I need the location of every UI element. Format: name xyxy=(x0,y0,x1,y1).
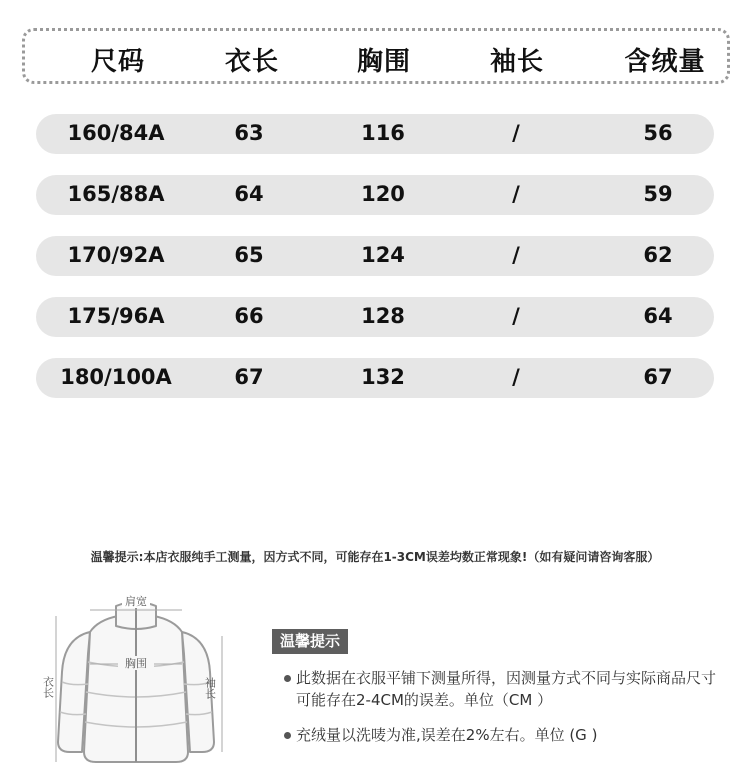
cell-sleeve: / xyxy=(512,243,520,267)
cell-sleeve: / xyxy=(512,304,520,328)
measurement-notice: 温馨提示:本店衣服纯手工测量，因方式不同，可能存在1-3CM误差均数正常现象!（如有疑问请咨询客服） xyxy=(90,550,660,564)
tip-item-text: 充绒量以洗唛为准,误差在2%左右。单位 (G ) xyxy=(296,726,598,744)
cell-size: 165/88A xyxy=(67,182,165,206)
cell-length: 66 xyxy=(234,304,264,328)
bullet-dot-icon xyxy=(284,732,291,739)
header-down-content: 含绒量 xyxy=(624,47,706,77)
cell-chest: 116 xyxy=(361,121,405,145)
cell-length: 65 xyxy=(234,243,264,267)
bullet-dot-icon xyxy=(284,675,291,682)
header-length: 衣长 xyxy=(224,47,280,77)
shoulder-width-label: 肩宽 xyxy=(125,595,147,608)
cell-length: 63 xyxy=(234,121,264,145)
cell-sleeve: / xyxy=(512,121,520,145)
table-row xyxy=(36,297,714,337)
cell-sleeve: / xyxy=(512,182,520,206)
header-chest: 胸围 xyxy=(356,47,412,77)
table-row xyxy=(36,114,714,154)
cell-size: 180/100A xyxy=(60,365,172,389)
sleeve-label: 袖长 xyxy=(203,677,217,699)
cell-chest: 124 xyxy=(361,243,405,267)
cell-down-content: 67 xyxy=(643,365,673,389)
cell-length: 64 xyxy=(234,182,264,206)
cell-chest: 120 xyxy=(361,182,405,206)
tip-item xyxy=(284,667,724,711)
cell-size: 170/92A xyxy=(67,243,165,267)
jacket-measurement-diagram xyxy=(38,592,234,772)
header-size: 尺码 xyxy=(90,47,146,77)
cell-length: 67 xyxy=(234,365,264,389)
cell-down-content: 56 xyxy=(643,121,673,145)
tips-title: 温馨提示 xyxy=(272,629,348,654)
cell-down-content: 62 xyxy=(643,243,673,267)
size-table-header xyxy=(22,28,730,84)
cell-chest: 128 xyxy=(361,304,405,328)
table-row xyxy=(36,175,714,215)
tip-item xyxy=(284,724,724,746)
cell-size: 175/96A xyxy=(67,304,165,328)
cell-sleeve: / xyxy=(512,365,520,389)
cell-down-content: 64 xyxy=(643,304,673,328)
header-sleeve: 袖长 xyxy=(489,47,545,77)
table-row xyxy=(36,236,714,276)
cell-down-content: 59 xyxy=(643,182,673,206)
table-row xyxy=(36,358,714,398)
cell-chest: 132 xyxy=(361,365,405,389)
length-label: 衣长 xyxy=(41,676,55,698)
cell-size: 160/84A xyxy=(67,121,165,145)
chest-label: 胸围 xyxy=(125,657,147,670)
tip-item-text: 此数据在衣服平铺下测量所得，因测量方式不同与实际商品尺寸可能存在2-4CM的误差。单位（CM ） xyxy=(296,669,717,709)
